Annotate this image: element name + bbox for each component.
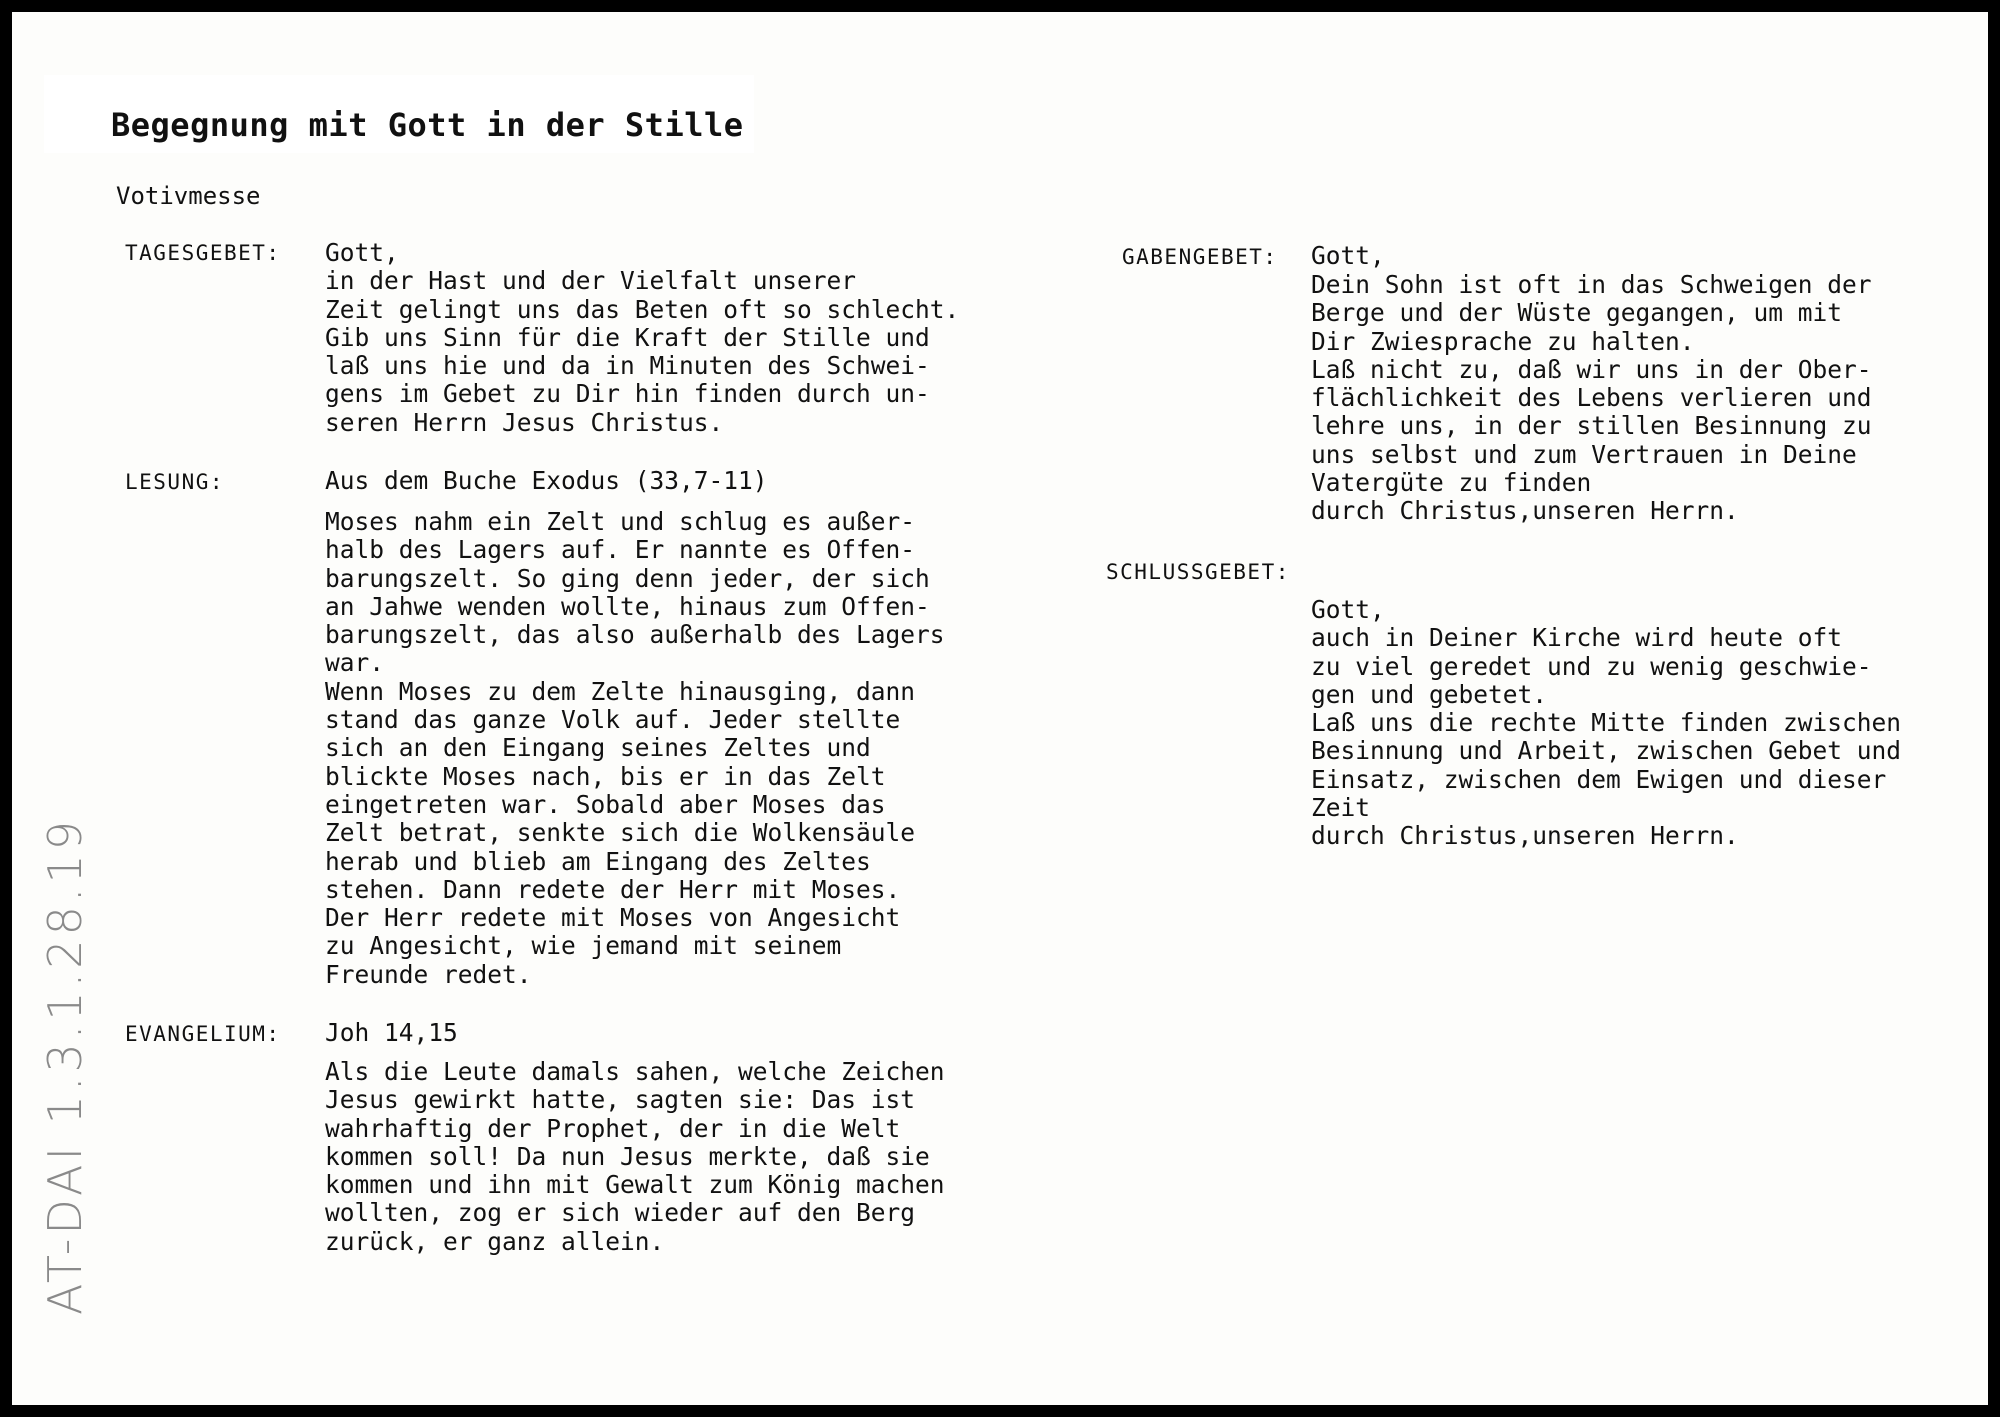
text-line: Dir Zwiesprache zu halten.	[1311, 326, 1695, 356]
schlussgebet-text	[1311, 596, 1901, 851]
text-line: an Jahwe wenden wollte, hinaus zum Offen-	[325, 591, 930, 621]
text-line: auch in Deiner Kirche wird heute oft	[1311, 623, 1843, 653]
text-line: Als die Leute damals sahen, welche Zeichen	[325, 1057, 945, 1086]
text-line: Besinnung und Arbeit, zwischen Gebet und	[1311, 736, 1902, 766]
text-line: durch Christus,unseren Herrn.	[1311, 496, 1739, 526]
evangelium-label: EVANGELIUM:	[125, 1022, 281, 1046]
text-line: wollten, zog er sich wieder auf den Berg	[325, 1198, 916, 1228]
text-line: barungszelt, das also außerhalb des Lagers	[325, 620, 945, 650]
lesung-text	[325, 508, 945, 989]
text-line: seren Herrn Jesus Christus.	[325, 407, 724, 437]
text-line: Der Herr redete mit Moses von Angesicht	[325, 903, 901, 933]
text-line: Jesus gewirkt hatte, sagten sie: Das ist	[325, 1085, 916, 1115]
text-line: lehre uns, in der stillen Besinnung zu	[1311, 411, 1872, 441]
gabengebet-label: GABENGEBET:	[1122, 245, 1278, 269]
text-line: kommen soll! Da nun Jesus merkte, daß sie	[325, 1141, 930, 1171]
text-line: zu Angesicht, wie jemand mit seinem	[325, 931, 842, 961]
text-line: blickte Moses nach, bis er in das Zelt	[325, 761, 886, 791]
text-line: herab und blieb am Eingang des Zeltes	[325, 846, 871, 876]
text-line: zu viel geredet und zu wenig geschwie-	[1311, 651, 1872, 681]
text-line: Zelt betrat, senkte sich die Wolkensäule	[325, 818, 916, 848]
gabengebet-text	[1311, 271, 1872, 526]
text-line: uns selbst und zum Vertrauen in Deine	[1311, 439, 1857, 469]
tagesgebet-label: TAGESGEBET:	[125, 241, 281, 265]
subtitle: Votivmesse	[116, 182, 261, 210]
page-title: Begegnung mit Gott in der Stille	[111, 106, 744, 144]
text-line: Freunde redet.	[325, 959, 532, 989]
text-line: Dein Sohn ist oft in das Schweigen der	[1311, 270, 1872, 299]
lesung-reference: Aus dem Buche Exodus (33,7-11)	[325, 466, 768, 495]
text-line: laß uns hie und da in Minuten des Schwei-	[325, 351, 930, 381]
text-line: halb des Lagers auf. Er nannte es Offen-	[325, 535, 916, 565]
text-line: war.	[325, 648, 385, 678]
text-line: stand das ganze Volk auf. Jeder stellte	[325, 705, 901, 735]
text-line: Gib uns Sinn für die Kraft der Stille und	[325, 322, 930, 352]
text-line: Wenn Moses zu dem Zelte hinausging, dann	[325, 676, 916, 706]
text-line: Moses nahm ein Zelt und schlug es außer-	[325, 507, 916, 536]
text-line: stehen. Dann redete der Herr mit Moses.	[325, 874, 901, 904]
text-line: Einsatz, zwischen dem Ewigen und dieser	[1311, 764, 1887, 794]
text-line: durch Christus,unseren Herrn.	[1311, 821, 1739, 851]
text-line: Zeit	[1311, 793, 1371, 823]
text-line: Gott,	[325, 238, 399, 267]
text-line: Laß uns die rechte Mitte finden zwischen	[1311, 708, 1902, 738]
text-line: Laß nicht zu, daß wir uns in der Ober-	[1311, 354, 1872, 384]
text-line: Berge und der Wüste gegangen, um mit	[1311, 298, 1843, 328]
text-line: barungszelt. So ging denn jeder, der sich	[325, 563, 930, 593]
text-line: flächlichkeit des Lebens verlieren und	[1311, 383, 1872, 413]
gabengebet-first-line: Gott,	[1311, 241, 1385, 270]
lesung-label: LESUNG:	[125, 470, 225, 494]
text-line: kommen und ihn mit Gewalt zum König machen	[325, 1170, 945, 1200]
text-line: Zeit gelingt uns das Beten oft so schlecht.	[325, 294, 960, 324]
text-line: gens im Gebet zu Dir hin finden durch un-	[325, 379, 930, 409]
text-line: Gott,	[1311, 595, 1385, 624]
tagesgebet-text	[325, 239, 959, 437]
text-line: in der Hast und der Vielfalt unserer	[325, 266, 857, 296]
schlussgebet-label: SCHLUSSGEBET:	[1106, 560, 1290, 584]
text-line: wahrhaftig der Prophet, der in die Welt	[325, 1113, 901, 1143]
evangelium-text	[325, 1058, 945, 1256]
text-line: sich an den Eingang seines Zeltes und	[325, 733, 871, 763]
text-line: eingetreten war. Sobald aber Moses das	[325, 789, 886, 819]
text-line: gen und gebetet.	[1311, 679, 1548, 709]
text-line: Vatergüte zu finden	[1311, 468, 1592, 498]
evangelium-reference: Joh 14,15	[325, 1018, 458, 1047]
text-line: zurück, er ganz allein.	[325, 1226, 665, 1256]
archive-signature: AT-DAI 1.3.1.28.19	[38, 817, 92, 1315]
